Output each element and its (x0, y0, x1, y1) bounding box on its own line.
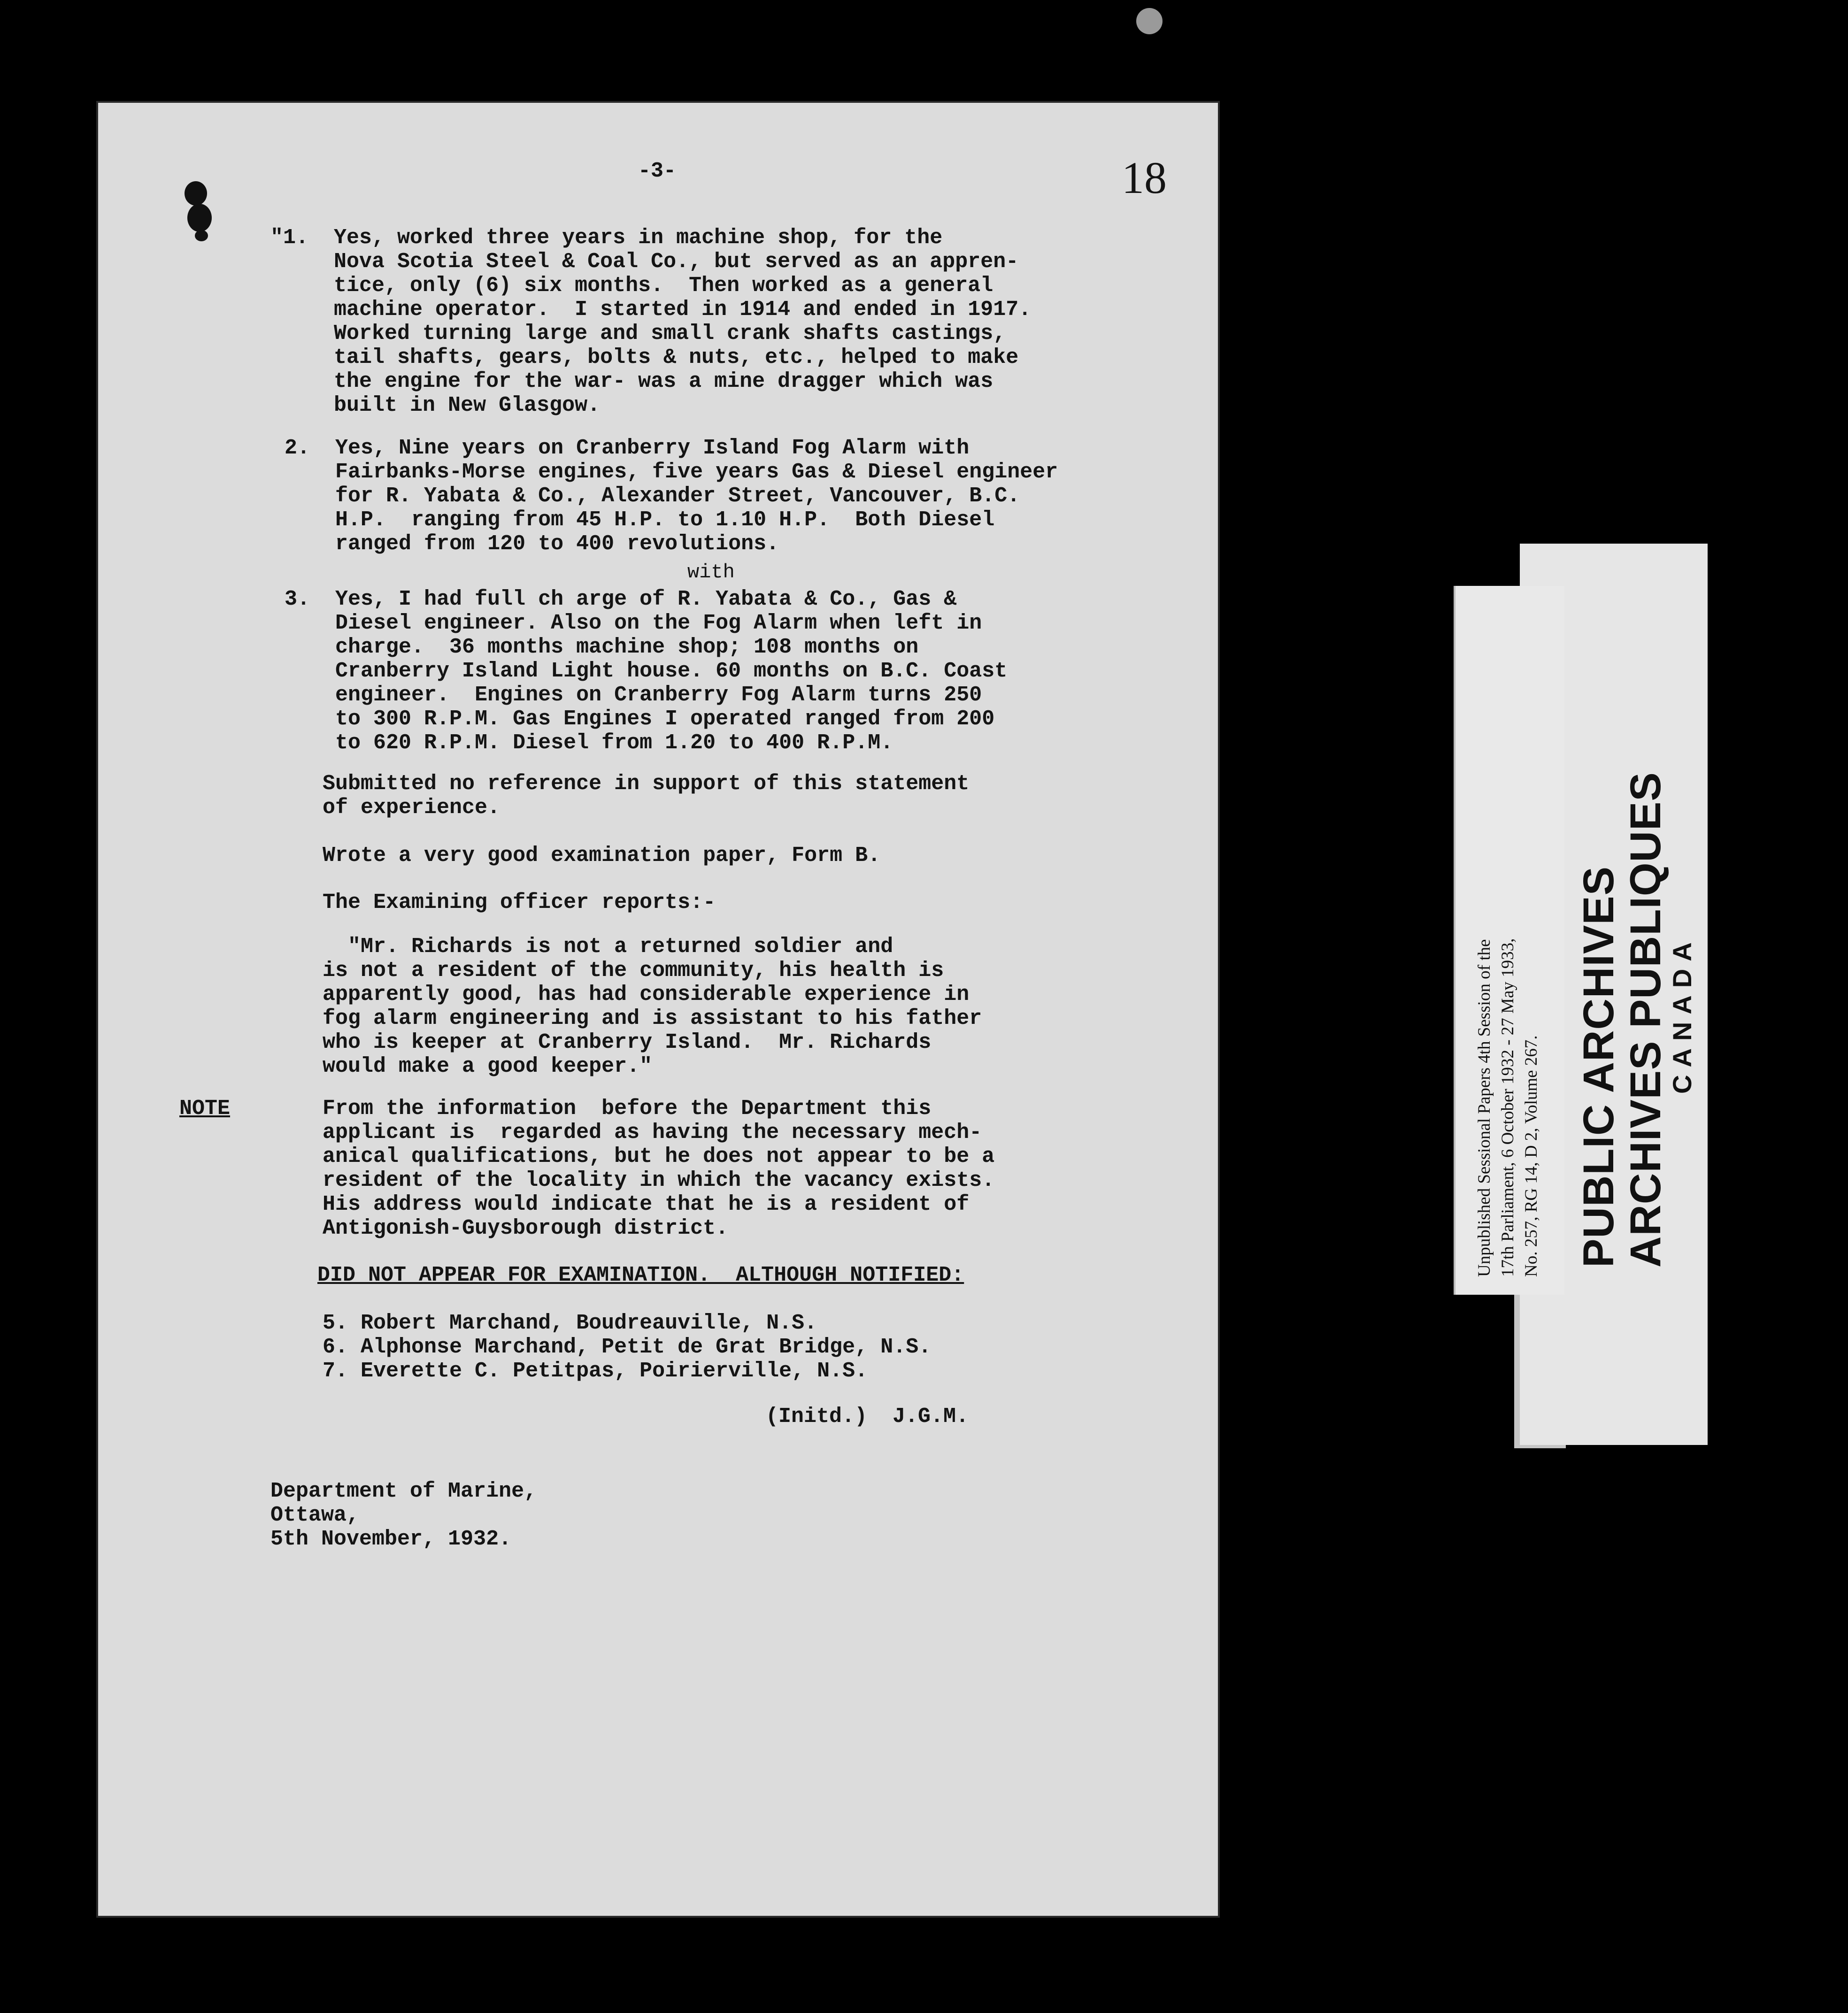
submitted-line: Submitted no reference in support of this statement (323, 772, 970, 796)
closing-line: Department of Marine, (270, 1479, 537, 1503)
archive-citation-line: Unpublished Sessional Papers 4th Session of the (1475, 939, 1494, 1277)
item1-line: tail shafts, gears, bolts & nuts, etc., helped to make (270, 346, 1019, 369)
note-line: His address would indicate that he is a resident of (323, 1192, 970, 1216)
archive-citation-line: No. 257, RG 14, D 2, Volume 267. (1522, 1035, 1541, 1277)
ink-blot-mark (183, 180, 213, 241)
candidate-line: 5. Robert Marchand, Boudreauville, N.S. (323, 1311, 817, 1335)
quote-line: apparently good, has had considerable experience in (323, 983, 970, 1006)
item1-line: Nova Scotia Steel & Coal Co., but served as an appren- (270, 250, 1019, 274)
scan-registration-dot (1136, 8, 1163, 34)
note-line: anical qualifications, but he does not appear to be a (323, 1145, 995, 1168)
officer-reports-line: The Examining officer reports:- (323, 891, 716, 914)
submitted-line: of experience. (323, 796, 500, 820)
archive-stamp-canada: CANADA (1667, 935, 1697, 1094)
quote-line: "Mr. Richards is not a returned soldier and (323, 935, 893, 959)
note-line: From the information before the Department this (323, 1097, 932, 1121)
item1-line: Worked turning large and small crank shafts castings, (270, 322, 1006, 346)
quote-line: is not a resident of the community, his health is (323, 959, 944, 983)
note-label: NOTE (179, 1097, 231, 1121)
item1-line: tice, only (6) six months. Then worked as a general (270, 274, 993, 298)
note-line: Antigonish-Guysborough district. (323, 1216, 729, 1240)
candidate-line: 7. Everette C. Petitpas, Poirierville, N.S. (323, 1359, 868, 1383)
item3-line: to 300 R.P.M. Gas Engines I operated ranged from 200 (285, 707, 995, 731)
item3-line: Cranberry Island Light house. 60 months on B.C. Coast (285, 659, 1008, 683)
quote-line: who is keeper at Cranberry Island. Mr. Richards (323, 1030, 932, 1054)
item3-line: charge. 36 months machine shop; 108 months on (285, 635, 919, 659)
item2-line: for R. Yabata & Co., Alexander Street, Vancouver, B.C. (285, 484, 1020, 508)
page-number: -3- (638, 159, 677, 183)
quote-line: fog alarm engineering and is assistant to his father (323, 1006, 982, 1030)
note-line: resident of the locality in which the vacancy exists. (323, 1168, 995, 1192)
item3-line: to 620 R.P.M. Diesel from 1.20 to 400 R.P.M. (285, 731, 893, 755)
document-page (96, 101, 1220, 1918)
item3-line: engineer. Engines on Cranberry Fog Alarm turns 250 (285, 683, 982, 707)
item2-line: H.P. ranging from 45 H.P. to 1.10 H.P. Both Diesel (285, 508, 995, 532)
wrote-line: Wrote a very good examination paper, Form B. (323, 844, 881, 868)
did-not-appear-heading: DID NOT APPEAR FOR EXAMINATION. ALTHOUGH NOTIFIED: (317, 1263, 964, 1287)
item2-line: Fairbanks-Morse engines, five years Gas & Diesel engineer (285, 460, 1058, 484)
closing-line: 5th November, 1932. (270, 1527, 512, 1551)
interlinear-insert: with (687, 561, 735, 584)
archive-stamp-public-archives: PUBLIC ARCHIVES (1575, 866, 1623, 1268)
item2-line: ranged from 120 to 400 revolutions. (285, 532, 779, 556)
item1-line: the engine for the war- was a mine dragger which was (270, 369, 993, 393)
item3-line: Diesel engineer. Also on the Fog Alarm when left in (285, 611, 982, 635)
note-line: applicant is regarded as having the necessary mech- (323, 1121, 982, 1145)
item1-line: "1. Yes, worked three years in machine shop, for the (270, 226, 943, 250)
archive-citation-line: 17th Parliament, 6 October 1932 - 27 May 1933, (1498, 938, 1517, 1277)
quote-line: would make a good keeper." (323, 1054, 653, 1078)
folio-number: 18 (1122, 153, 1167, 203)
item1-line: machine operator. I started in 1914 and ended in 1917. (270, 298, 1032, 322)
archive-stamp-archives-publiques: ARCHIVES PUBLIQUES (1622, 772, 1670, 1268)
item3-line: 3. Yes, I had full ch arge of R. Yabata & Co., Gas & (285, 587, 957, 611)
initials: (Initd.) J.G.M. (766, 1405, 969, 1429)
closing-line: Ottawa, (270, 1503, 360, 1527)
candidate-line: 6. Alphonse Marchand, Petit de Grat Bridge, N.S. (323, 1335, 932, 1359)
item1-line: built in New Glasgow. (270, 393, 601, 417)
item2-line: 2. Yes, Nine years on Cranberry Island Fog Alarm with (285, 436, 970, 460)
